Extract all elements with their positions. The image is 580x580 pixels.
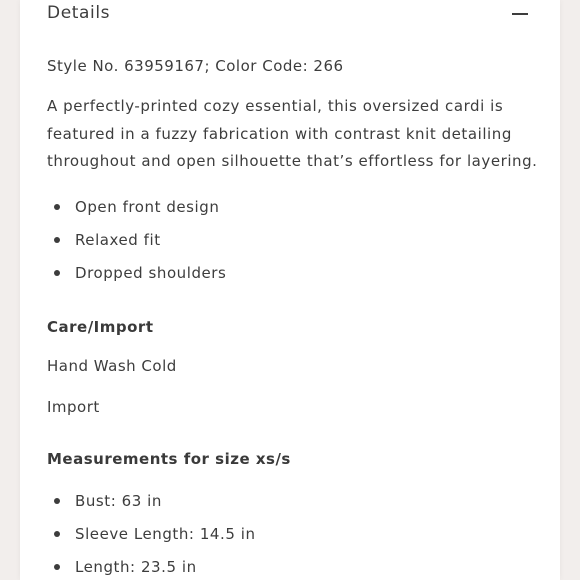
product-details-panel [20,0,560,580]
details-title: Details [47,3,111,23]
description-line: featured in a fuzzy fabrication with contrast knit detailing [47,124,512,143]
care-import-heading: Care/Import [47,318,154,336]
measurement-label: Bust: 63 in [75,492,162,510]
collapse-button[interactable] [510,3,536,23]
measurements-heading: Measurements for size xs/s [47,450,291,468]
details-accordion-header[interactable] [20,0,560,30]
description-line: A perfectly-printed cozy essential, this oversized cardi is [47,97,504,115]
feature-label: Open front design [75,198,220,216]
bullet-icon [54,564,60,570]
style-number: Style No. 63959167; Color Code: 266 [47,57,344,75]
bullet-icon [54,498,60,504]
bullet-icon [54,270,60,276]
care-instructions: Hand Wash Cold [47,357,177,375]
import-note: Import [47,398,100,416]
bullet-icon [54,531,60,537]
measurement-label: Sleeve Length: 14.5 in [75,525,256,543]
bullet-icon [54,204,60,210]
measurement-label: Length: 23.5 in [75,558,197,576]
bullet-icon [54,237,60,243]
feature-label: Relaxed fit [75,231,161,249]
minus-icon [512,13,528,15]
product-description [47,93,547,176]
feature-label: Dropped shoulders [75,264,227,282]
description-line: throughout and open silhouette that’s effortless for layering. [47,152,538,170]
